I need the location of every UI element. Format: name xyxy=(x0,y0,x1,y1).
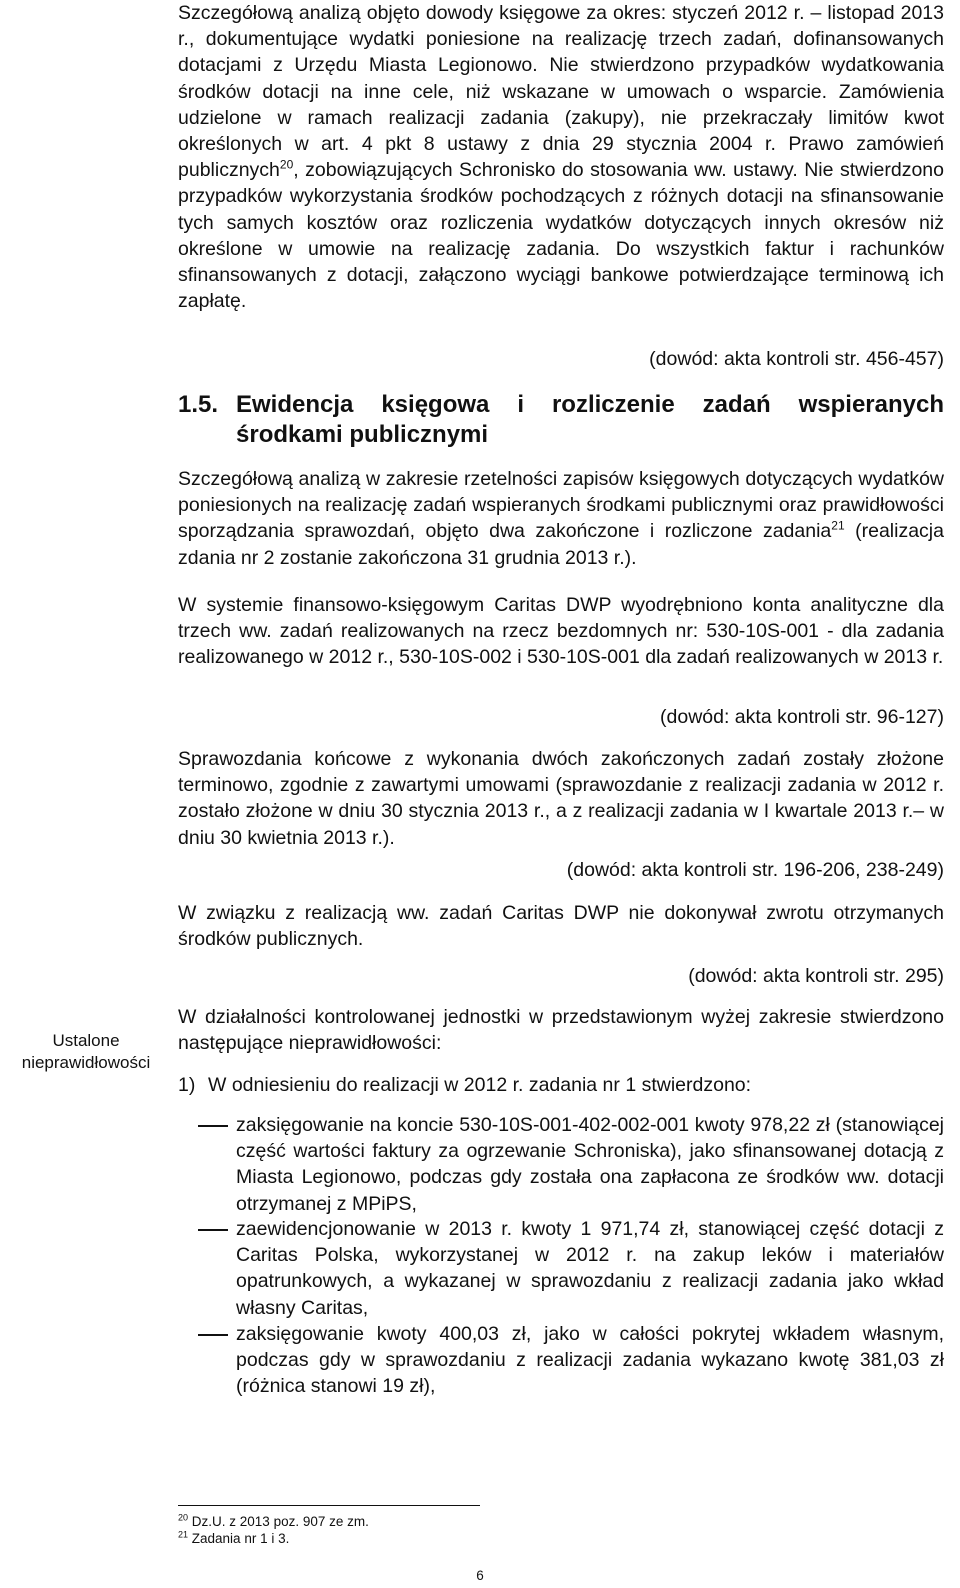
evidence-note xyxy=(178,704,944,730)
footnote-number: 21 xyxy=(178,1529,189,1540)
paragraph-text: , zobowiązujących Schronisko do stosowania ww. ustawy. Nie stwierdzono przypadków wykorzystania środków pochodzących z różnych dotacji na sfinansowanie tych samych kosztów oraz rozliczenia wydatków dotyczących innych okresów niż określone w umowie na realizację zadania. Do wszystkich faktur i rachunków sfinansowanych z dotacji, załączono wyciągi bankowe potwierdzające terminową ich zapłatę. xyxy=(178,159,944,313)
evidence-text: (dowód: akta kontroli str. 196-206, 238-249) xyxy=(566,859,944,881)
bullet-item xyxy=(236,1216,944,1321)
footnote-ref-20[interactable]: 20 xyxy=(279,157,294,172)
paragraph-text: Szczegółową analizą w zakresie rzetelności zapisów księgowych dotyczących wydatków poniesionych na realizację zadań wspieranych środkami publicznymi oraz prawidłowości sporządzania sprawozdań, objęto dwa zakończone i rozliczone zadania xyxy=(178,468,944,543)
footnote-21 xyxy=(178,1531,289,1547)
bullet-text: zaewidencjonowanie w 2013 r. kwoty 1 971,74 zł, stanowiącej część dotacji z Caritas Polska, wykorzystanej w 2012 r. na zakup leków i materiałów opatrunkowych, a wykazanej w sprawozdaniu z realizacji zadania jako wkład własny Caritas, xyxy=(236,1218,944,1319)
bullet-item xyxy=(236,1112,944,1217)
evidence-text: (dowód: akta kontroli str. 96-127) xyxy=(660,706,944,728)
paragraph-text: (realizacja zdania nr 2 zostanie zakończona 31 grudnia 2013 r.). xyxy=(178,520,944,569)
paragraph-dotacje-analiza xyxy=(178,0,944,314)
footnote-20 xyxy=(178,1514,369,1530)
bullet-text: zaksięgowanie kwoty 400,03 zł, jako w całości pokrytej wkładem własnym, podczas gdy w sprawozdaniu z realizacji zadania wykazano kwotę 381,03 zł (różnica stanowi 19 zł), xyxy=(236,1323,944,1398)
paragraph-text: Szczegółową analizą objęto dowody księgowe za okres: styczeń 2012 r. – listopad 2013 r., dokumentujące wydatki poniesione na realizację trzech zadań, dofinansowanych dotacjami z Urzędu Miasta Legionowo. Nie stwierdzono przypadków wydatkowania środków dotacji na inne cele, niż wskazane w umowach o wsparcie. Zamówienia udzielone w ramach realizacji zadania (zakupy), nie przekraczały limitów kwot określonych w art. 4 pkt 8 ustawy z dnia 29 stycznia 2004 r. Prawo zamówień publicznych xyxy=(178,2,944,182)
section-title: Ewidencja księgowa i rozliczenie zadań wspieranych środkami publicznymi xyxy=(236,391,944,448)
dash-bullet-icon xyxy=(198,1229,228,1231)
footnote-separator xyxy=(178,1505,480,1506)
paragraph-nieprawidlowosci xyxy=(178,1004,944,1056)
paragraph-text: W związku z realizacją ww. zadań Caritas DWP nie dokonywał zwrotu otrzymanych środków publicznych. xyxy=(178,902,944,951)
section-number: 1.5. xyxy=(178,391,219,418)
paragraph-konta-analityczne xyxy=(178,592,944,671)
page-number: 6 xyxy=(476,1568,484,1583)
list-item-marker: 1) xyxy=(178,1074,196,1096)
footnote-number: 20 xyxy=(178,1512,189,1523)
sidebar-label: Ustalone nieprawidłowości xyxy=(21,1031,151,1072)
evidence-note xyxy=(178,963,944,989)
evidence-text: (dowód: akta kontroli str. 456-457) xyxy=(649,348,944,370)
evidence-note xyxy=(178,857,944,883)
footnote-ref-21[interactable]: 21 xyxy=(831,518,845,533)
list-item-text: W odniesieniu do realizacji w 2012 r. zadania nr 1 stwierdzono: xyxy=(208,1074,752,1096)
paragraph-analiza-zapisow xyxy=(178,466,944,571)
footnote-text: Dz.U. z 2013 poz. 907 ze zm. xyxy=(191,1514,369,1529)
bullet-item xyxy=(236,1321,944,1400)
footnote-text: Zadania nr 1 i 3. xyxy=(191,1531,290,1546)
paragraph-zwrot-srodkow xyxy=(178,900,944,952)
dash-bullet-icon xyxy=(198,1125,228,1127)
paragraph-text: W działalności kontrolowanej jednostki w przedstawionym wyżej zakresie stwierdzono następujące nieprawidłowości: xyxy=(178,1006,944,1055)
paragraph-text: W systemie finansowo-księgowym Caritas DWP wyodrębniono konta analityczne dla trzech ww. zadań realizowanych na rzecz bezdomnych nr: 530-10S-001 - dla zadania realizowanego w 2012 r., 530-10S-002 i 530-10S-001 dla zadań realizowanych w 2013 r. xyxy=(178,594,944,669)
paragraph-sprawozdania xyxy=(178,746,944,851)
paragraph-text: Sprawozdania końcowe z wykonania dwóch zakończonych zadań zostały złożone terminowo, zgodnie z zawartymi umowami (sprawozdanie z realizacji zadania w 2012 r. zostało złożone w dniu 30 stycznia 2013 r., a z realizacji zadania w I kwartale 2013 r.– w dniu 30 kwietnia 2013 r.). xyxy=(178,748,944,849)
dash-bullet-icon xyxy=(198,1334,228,1336)
evidence-text: (dowód: akta kontroli str. 295) xyxy=(688,965,944,987)
evidence-note xyxy=(178,346,944,372)
bullet-text: zaksięgowanie na koncie 530-10S-001-402-002-001 kwoty 978,22 zł (stanowiącej część wartości faktury za ogrzewanie Schroniska), jako sfinansowanej dotacją z Miasta Legionowo, podczas gdy została ona zapłacona ze środków ww. dotacji otrzymanej z MPiPS, xyxy=(236,1114,944,1215)
